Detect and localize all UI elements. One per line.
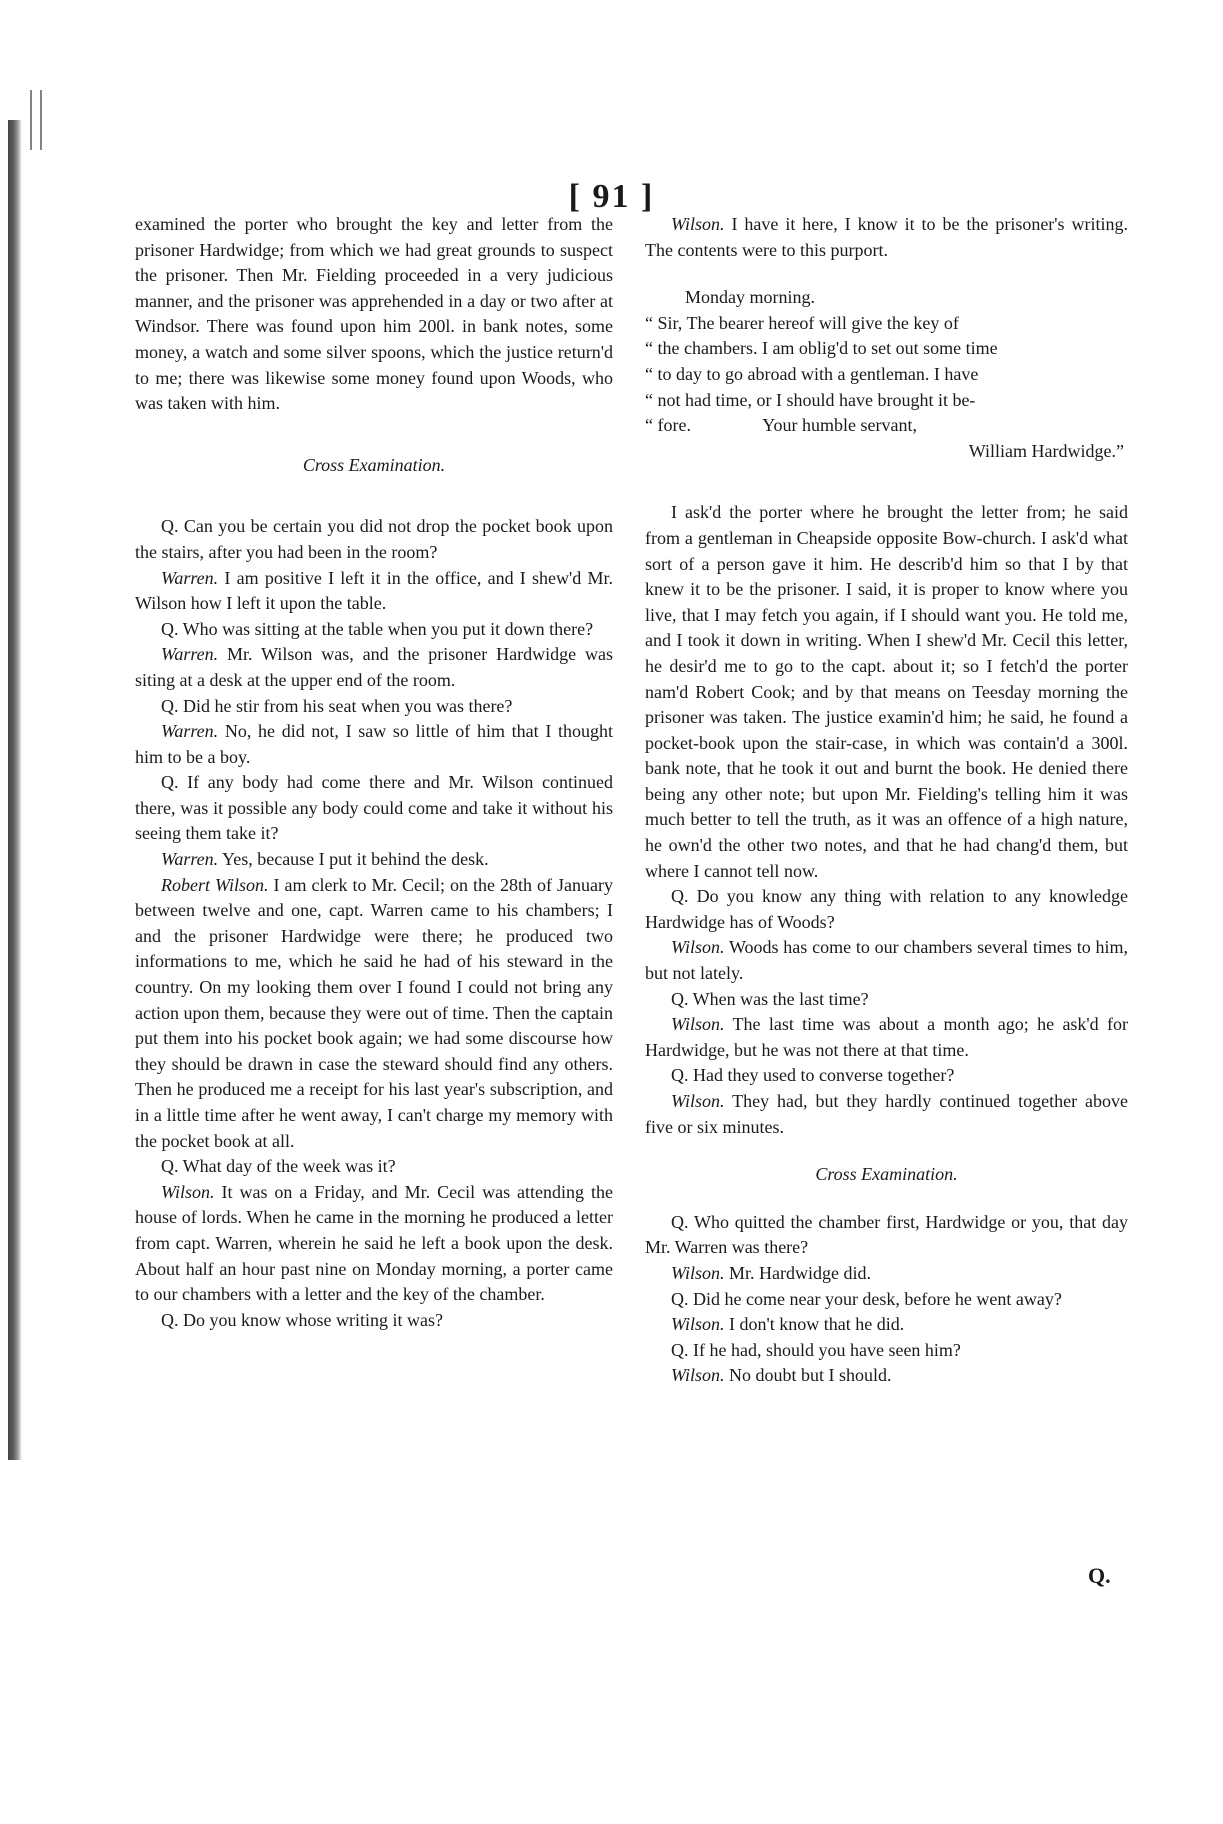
letter-date: Monday morning. — [685, 287, 815, 308]
letter-line: “ Sir, The bearer hereof will give the key of — [645, 312, 959, 333]
letter-line: “ to day to go abroad with a gentleman. I have — [645, 363, 979, 384]
answer-text: No doubt but I should. — [724, 1365, 892, 1386]
answer — [645, 1312, 1128, 1338]
speaker: Warren. — [161, 644, 219, 665]
speaker: Robert Wilson. — [161, 874, 269, 895]
page-number: [ 91 ] — [568, 178, 655, 215]
answer-text: No, he did not, I saw so little of him that I thought him to be a boy. — [135, 721, 613, 767]
quoted-letter — [645, 285, 1128, 464]
speaker: Warren. — [161, 721, 219, 742]
question: Q. What day of the week was it? — [161, 1156, 396, 1177]
question: Q. When was the last time? — [671, 988, 869, 1009]
answer-text: It was on a Friday, and Mr. Cecil was attending the house of lords. When he came in the morning he produced a letter from capt. Warren, wherein he said he left a book upon the desk. About half an hour past nine on Monday morning, a porter came to our chambers with a letter and the key of the chamber. — [135, 1181, 613, 1305]
speaker: Warren. — [161, 849, 219, 870]
answer-text: They had, but they hardly continued together above five or six minutes. — [645, 1091, 1128, 1137]
answer — [135, 847, 613, 873]
letter-line: “ not had time, or I should have brought it be- — [645, 389, 976, 410]
binding-marks — [30, 90, 42, 150]
question: Q. Did he stir from his seat when you was there? — [161, 695, 513, 716]
answer-text: Mr. Wilson was, and the prisoner Hardwidge was siting at a desk at the upper end of the room. — [135, 644, 613, 690]
answer-text: I am clerk to Mr. Cecil; on the 28th of January between twelve and one, capt. Warren came to his chambers; I and the prisoner Hardwidge were there; he produced two informations to me, which he said he had of his steward in the country. On my looking them over I found I could not bring any action upon them, because they were out of time. Then the captain put them into his pocket book again; we had some discourse how they should be drawn in case the steward should find any others. Then he produced me a receipt for his last year's subscription, and in a little time after he went away, I can't charge my memory with the pocket book at all. — [135, 874, 614, 1151]
question: Q. Who quitted the chamber first, Hardwidge or you, that day Mr. Warren was there? — [645, 1211, 1128, 1258]
answer-text: Mr. Hardwidge did. — [724, 1262, 871, 1283]
answer-text: I don't know that he did. — [724, 1314, 905, 1335]
answer-text: Woods has come to our chambers several times to him, but not lately. — [645, 937, 1128, 984]
answer — [135, 566, 613, 617]
answer — [645, 935, 1128, 986]
speaker: Wilson. — [671, 1091, 725, 1111]
speaker: Wilson. — [671, 937, 725, 958]
speaker: Wilson. — [671, 1014, 725, 1035]
book-binding-edge — [8, 120, 22, 1460]
letter-line: “ fore. Your humble servant, — [645, 415, 917, 436]
section-heading: Cross Examination. — [815, 1164, 958, 1185]
answer — [645, 1261, 1128, 1287]
paragraph: I ask'd the porter where he brought the letter from; he said from a gentleman in Cheapside opposite Bow-church. I ask'd what sort of a person gave it him. He describ'd him so that I by that knew it to be the prisoner. I said, it is proper to know where you live, that I may fetch you again, if I should want you. He told me, and I took it down in writing. When I shew'd Mr. Cecil this letter, he desir'd me to go to the capt. about it; so I fetch'd the porter nam'd Robert Cook; and by that means on Teesday morning the prisoner was taken. The justice examin'd him; he said, he found a pocket-book upon the stair-case, in which was contain'd a 300l. bank note, that he took it out and burnt the book. He denied there being any other note; but upon Mr. Fielding's telling him it was much better to tell the truth, as it was an offence of a high nature, he own'd the other two notes, and that he had chang'd them, but where I cannot tell now. — [645, 502, 1128, 881]
letter-line: “ the chambers. I am oblig'd to set out some time — [645, 338, 998, 359]
question: Q. Had they used to converse together? — [671, 1065, 955, 1086]
speaker: Wilson. — [671, 1314, 725, 1335]
speaker: Wilson. — [671, 214, 725, 234]
question: Q. Did he come near your desk, before he went away? — [671, 1288, 1062, 1309]
answer — [135, 642, 613, 693]
letter-signature: William Hardwidge.” — [968, 440, 1124, 461]
answer — [645, 1012, 1128, 1063]
answer-text: I am positive I left it in the office, and I shew'd Mr. Wilson how I left it upon the table. — [135, 567, 613, 614]
question: Q. If he had, should you have seen him? — [671, 1339, 961, 1360]
section-heading: Cross Examination. — [302, 454, 446, 475]
answer — [645, 1363, 1128, 1389]
right-column — [645, 212, 1128, 1389]
speaker: Wilson. — [671, 1262, 725, 1283]
answer — [135, 1180, 613, 1308]
question: Q. If any body had come there and Mr. Wilson continued there, was it possible any body could come and take it without his seeing them take it? — [135, 772, 613, 844]
answer — [645, 1089, 1128, 1140]
question: Q. Can you be certain you did not drop the pocket book upon the stairs, after you had been in the room? — [135, 516, 613, 562]
answer-text: I have it here, I know it to be the prisoner's writing. The contents were to this purport. — [645, 214, 1128, 260]
answer — [135, 719, 613, 770]
catchword: Q. — [1088, 1563, 1111, 1588]
answer-text: Yes, because I put it behind the desk. — [218, 849, 489, 870]
question: Q. Do you know any thing with relation to any knowledge Hardwidge has of Woods? — [645, 886, 1128, 932]
answer-text: The last time was about a month ago; he ask'd for Hardwidge, but he was not there at that time. — [645, 1014, 1128, 1060]
speaker: Warren. — [161, 567, 219, 588]
speaker: Wilson. — [161, 1181, 215, 1202]
question: Q. Do you know whose writing it was? — [161, 1309, 443, 1330]
answer — [135, 873, 613, 1155]
answer — [645, 212, 1128, 263]
speaker: Wilson. — [671, 1365, 725, 1386]
paragraph: examined the porter who brought the key and letter from the prisoner Hardwidge; from which we had great grounds to suspect the prisoner. Then Mr. Fielding proceeded in a very judicious manner, and the prisoner was apprehended in a day or two after at Windsor. There was found upon him 200l. in bank notes, some money, a watch and some silver spoons, which the justice return'd to me; there was likewise some money found upon Woods, who was taken with him. — [135, 214, 613, 414]
question: Q. Who was sitting at the table when you put it down there? — [161, 618, 594, 639]
left-column — [135, 212, 613, 1333]
